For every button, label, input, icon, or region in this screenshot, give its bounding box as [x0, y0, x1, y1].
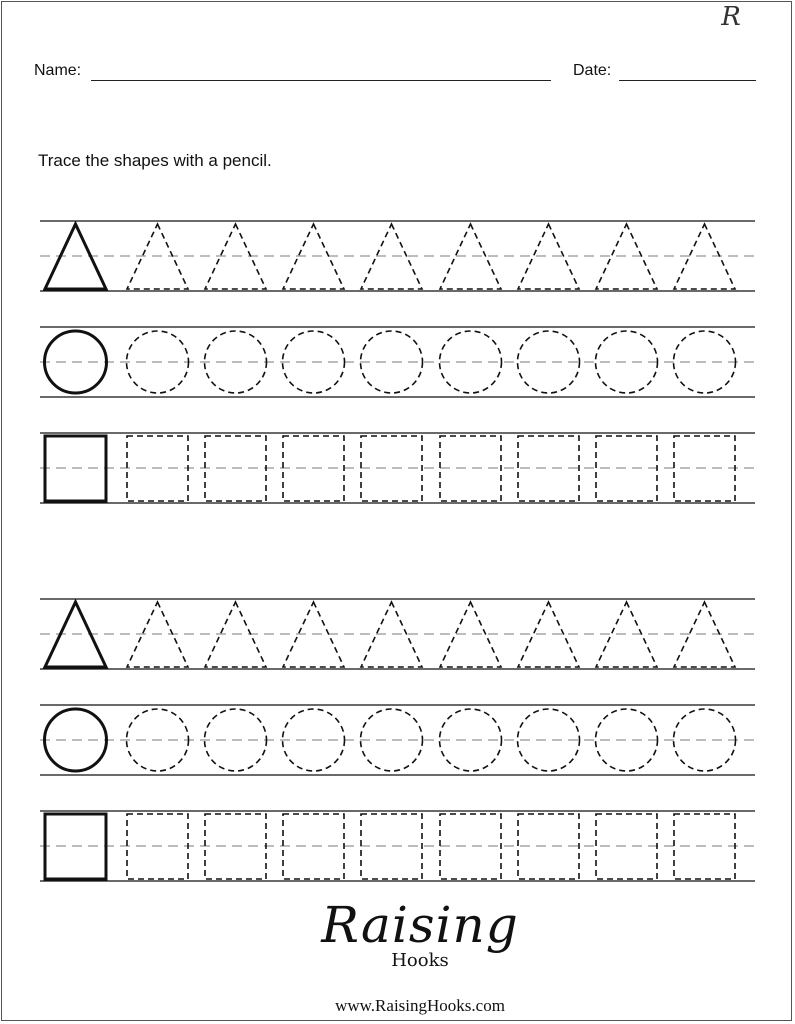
- website-url: www.RaisingHooks.com: [335, 996, 505, 1015]
- name-label: Name:: [34, 62, 82, 79]
- logo-wordmark: Raising: [321, 896, 519, 954]
- instruction-text: Trace the shapes with a pencil.: [38, 151, 272, 170]
- date-label: Date:: [573, 62, 612, 79]
- logo-subtitle: Hooks: [391, 950, 449, 971]
- raising-hooks-logo: [300, 896, 540, 1020]
- corner-logo-mark: R: [721, 2, 741, 32]
